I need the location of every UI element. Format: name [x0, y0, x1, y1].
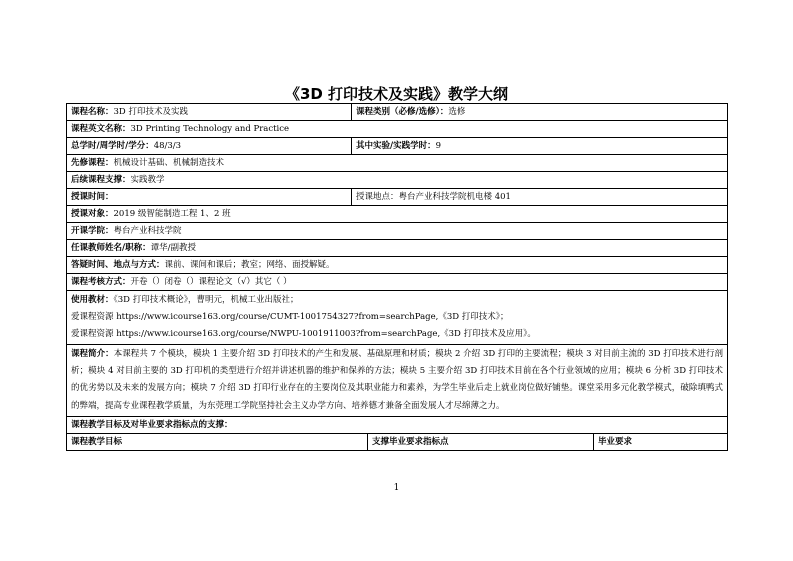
label: 使用教材：	[71, 295, 114, 305]
row-target	[67, 206, 728, 223]
row-exam	[67, 274, 728, 291]
follow-up: 实践教学	[130, 175, 165, 185]
label: 课程简介：	[71, 349, 114, 359]
col-header: 课程教学目标	[71, 436, 123, 447]
label: 总学时/周学时/学分：	[71, 141, 154, 151]
label: 课程名称：	[71, 107, 114, 117]
label: 课程英文名称：	[71, 124, 131, 134]
row-textbook	[67, 291, 728, 345]
document-title: 《3D 打印技术及实践》教学大纲	[284, 85, 509, 103]
row-goals-header	[67, 433, 728, 450]
label: 任课教师姓名/职称：	[71, 243, 151, 253]
label: 课程类别（必修/选修）：	[356, 107, 449, 117]
intro: 本课程共 7 个模块，模块 1 主要介绍 3D 打印技术的产生和发展、基础原理和材质；模块 2 介绍 3D 打印的主要流程；模块 3 对目前主流的 3D 打印技术进行剖析；模块 4 对目前主要的 3D 打印机的类型进行介绍并讲述机器的维护和保养的方法；模块 5 主要介绍 3D 打印技术目前在各个行业领域的应用；模块 6 分析 3D 打印技术的优劣势以及未来的发展方向；模块 7 介绍 3D 打印行业存在的主要岗位及其职业能力和素养，为学生毕业后走上就业岗位做好铺垫。课堂采用多元化教学模式，破除填鸭式的弊端，提高专业课程教学质量，为东莞理工学院坚持社会主义办学方向、培养德才兼备全面发展人才尽绵薄之力。	[71, 349, 724, 411]
row-intro	[67, 345, 728, 417]
course-name: 3D 打印技术及实践	[113, 107, 188, 117]
row-english-name	[67, 121, 728, 138]
place: 授课地点：粤台产业科技学院机电楼 401	[356, 192, 511, 202]
hours: 48/3/3	[153, 141, 182, 151]
label: 课程教学目标及对毕业要求指标点的支撑：	[71, 419, 233, 430]
row-course-name	[67, 104, 728, 121]
prerequisite: 机械设计基础、机械制造技术	[113, 158, 225, 168]
target: 2019 级智能制造工程 1、2 班	[113, 209, 231, 219]
row-follow-up	[67, 172, 728, 189]
label: 答疑时间、地点与方式：	[71, 260, 165, 270]
label: 授课时间：	[71, 192, 114, 202]
row-time-place	[67, 189, 728, 206]
syllabus-table	[66, 103, 728, 451]
lab-hours: 9	[435, 141, 442, 151]
label: 先修课程：	[71, 158, 114, 168]
college: 粤台产业科技学院	[113, 226, 182, 236]
row-hours	[67, 138, 728, 155]
textbook: 《3D 打印技术概论》，曹明元，机械工业出版社；	[113, 295, 299, 305]
row-prerequisite	[67, 155, 728, 172]
page-number: 1	[393, 483, 400, 493]
qa: 课前、课间和课后；教室；网络、面授解疑。	[164, 260, 335, 270]
label: 后续课程支撑：	[71, 175, 131, 185]
row-goals	[67, 416, 728, 433]
resource-link[interactable]: 爱课程资源 https://www.icourse163.org/course/NWPU-1001911003?from=searchPage,《3D 打印技术及应用》。	[71, 329, 536, 339]
resource-link[interactable]: 爱课程资源 https://www.icourse163.org/course/CUMT-1001754327?from=searchPage,《3D 打印技术》；	[71, 312, 509, 322]
label: 其中实验/实践学时：	[356, 141, 436, 151]
teacher: 谭华/副教授	[150, 243, 196, 253]
label: 课程考核方式：	[71, 277, 131, 287]
exam: 开卷（）闭卷（）课程论文（√）其它（ ）	[130, 277, 292, 287]
label: 授课对象：	[71, 209, 114, 219]
row-qa	[67, 257, 728, 274]
english-name: 3D Printing Technology and Practice	[130, 124, 290, 134]
row-college	[67, 223, 728, 240]
row-teacher	[67, 240, 728, 257]
col-header: 毕业要求	[598, 436, 633, 447]
col-header: 支撑毕业要求指标点	[372, 436, 449, 447]
label: 开课学院：	[71, 226, 114, 236]
course-type: 选修	[448, 107, 466, 117]
